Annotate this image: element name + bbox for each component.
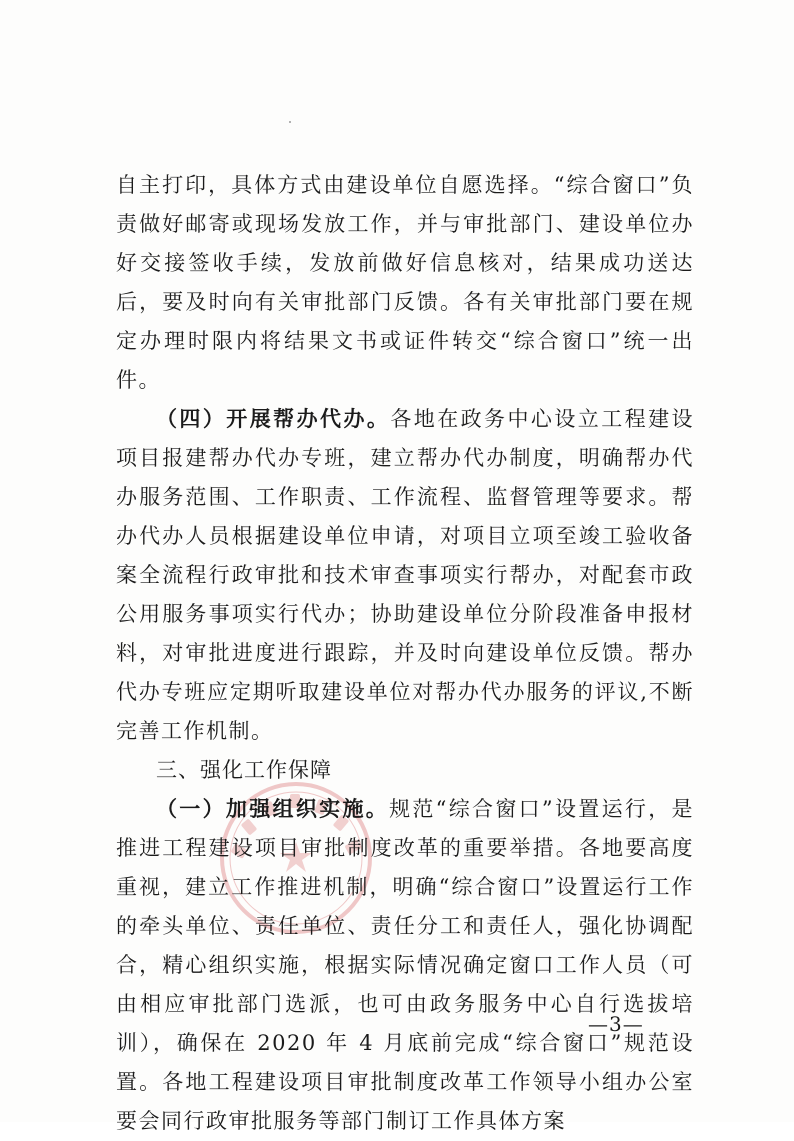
section-heading	[116, 751, 694, 790]
paragraph-text: 各地在政务中心设立工程建设项目报建帮办代办专班，建立帮办代办制度，明确帮办代办服务范围、工作职责、工作流程、监督管理等要求。帮办代办人员根据建设单位申请，对项目立项至竣工验收备案全流程行政审批和技术审查事项实行帮办，对配套市政公用服务事项实行代办；协助建设单位分阶段准备申报材料，对审批进度进行跟踪，并及时向建设单位反馈。帮办代办专班应定期听取建设单位对帮办代办服务的评议,不断完善工作机制。	[116, 407, 695, 743]
subsection-heading: （一）加强组织实施。	[156, 797, 390, 821]
paragraph-organization	[116, 790, 694, 1141]
scan-speck	[289, 121, 291, 123]
paragraph-text: 规范“综合窗口”设置运行，是推进工程建设项目审批制度改革的重要举措。各地要高度重视，建立工作推进机制，明确“综合窗口”设置运行工作的牵头单位、责任单位、责任分工和责任人，强化协调配合，精心组织实施，根据实际情况确定窗口工作人员（可由相应审批部门选派，也可由政务服务中心自行选拔培训），确保在 2020 年 4 月底前完成“综合窗口”规范设置。各地工程建设项目审批制度改革工作领导小组办公室要会同行政审批服务等部门制订工作具体方案	[116, 797, 694, 1133]
paragraph-assistance-service	[116, 400, 694, 751]
page-number: —3—	[588, 1012, 644, 1036]
subsection-heading: （四）开展帮办代办。	[156, 407, 391, 431]
section-title-text: 三、强化工作保障	[156, 758, 332, 782]
paragraph-text: 自主打印，具体方式由建设单位自愿选择。“综合窗口”负责做好邮寄或现场发放工作，并与审批部门、建设单位办好交接签收手续，发放前做好信息核对，结果成功送达后，要及时向有关审批部门反馈。各有关审批部门要在规定办理时限内将结果文书或证件转交“综合窗口”统一出件。	[116, 173, 694, 392]
paragraph-delivery	[116, 166, 694, 400]
document-body	[116, 166, 694, 1141]
